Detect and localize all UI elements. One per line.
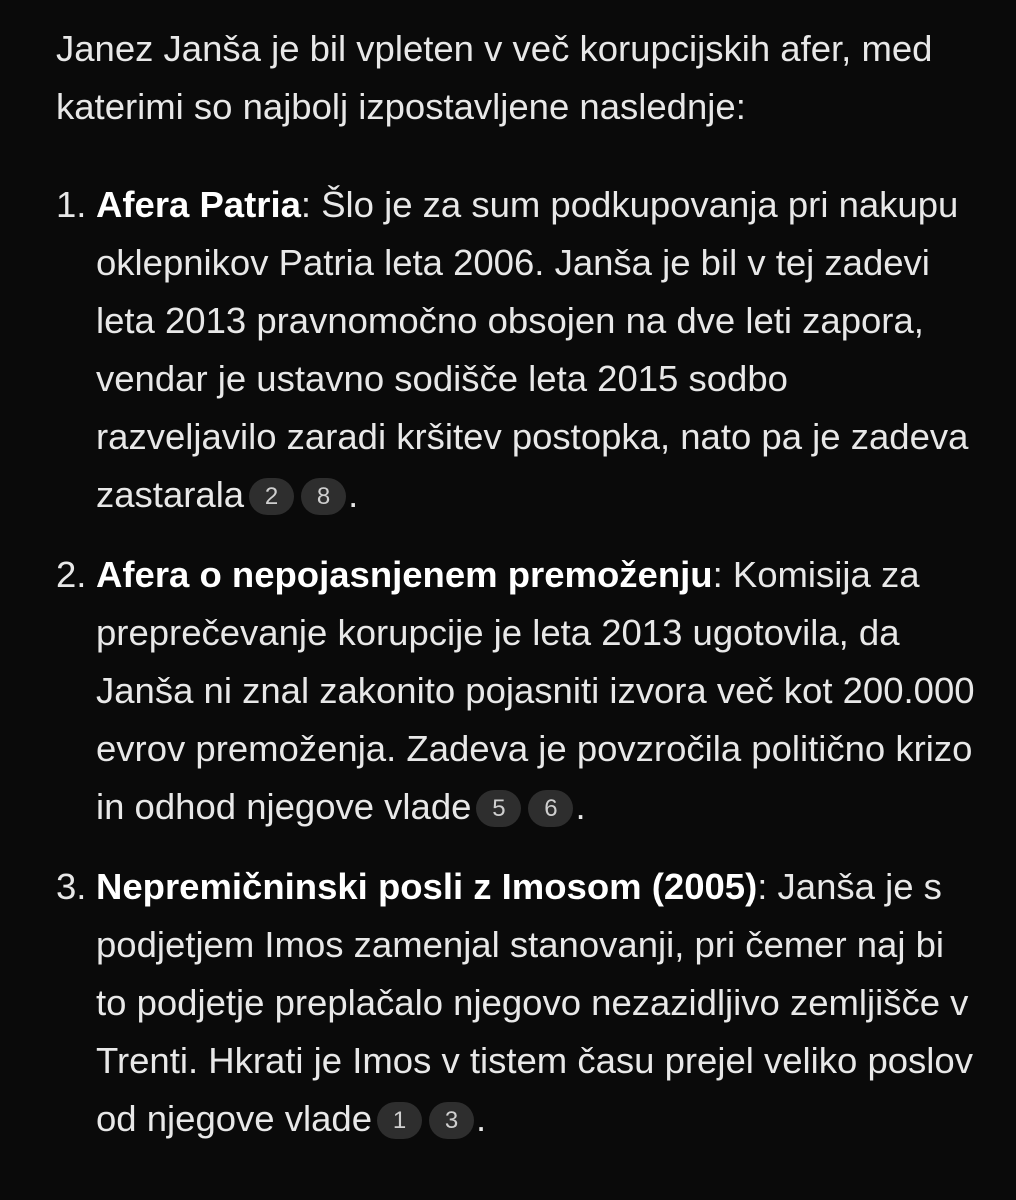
list-item (56, 858, 976, 1148)
citation-badge[interactable]: 6 (528, 790, 573, 827)
answer-content (56, 20, 976, 1170)
item-text: : Komisija za preprečevanje korupcije je leta 2013 ugotovila, da Janša ni znal zakonito pojasniti izvora več kot 200.000 evrov premoženja. Zadeva je povzročila politično krizo in odhod njegove vlade (96, 554, 975, 827)
citation-badge[interactable]: 2 (249, 478, 294, 515)
citation-badge[interactable]: 3 (429, 1102, 474, 1139)
item-term: Nepremičninski posli z Imosom (2005) (96, 866, 758, 907)
list-item (56, 546, 976, 836)
citation-badge[interactable]: 1 (377, 1102, 422, 1139)
item-text: : Šlo je za sum podkupovanja pri nakupu oklepnikov Patria leta 2006. Janša je bil v tej zadevi leta 2013 pravnomočno obsojen na dve leti zapora, vendar je ustavno sodišče leta 2015 sodbo razveljavilo zaradi kršitev postopka, nato pa je zadeva zastarala (96, 184, 969, 515)
item-number: 2. (56, 554, 87, 595)
affairs-list (56, 176, 976, 1148)
item-end: . (575, 786, 586, 827)
item-text: : Janša je s podjetjem Imos zamenjal stanovanji, pri čemer naj bi to podjetje preplačalo njegovo nezazidljivo zemljišče v Trenti. Hkrati je Imos v tistem času prejel veliko poslov od njegove vlade (96, 866, 973, 1139)
citation-badge[interactable]: 8 (301, 478, 346, 515)
item-term: Afera o nepojasnjenem premoženju (96, 554, 713, 595)
item-number: 1. (56, 184, 87, 225)
list-item (56, 176, 976, 524)
intro-paragraph: Janez Janša je bil vpleten v več korupcijskih afer, med katerimi so najbolj izpostavljene naslednje: (56, 28, 933, 127)
citation-badge[interactable]: 5 (476, 790, 521, 827)
item-end: . (348, 474, 359, 515)
item-number: 3. (56, 866, 87, 907)
item-end: . (476, 1098, 487, 1139)
item-term: Afera Patria (96, 184, 301, 225)
